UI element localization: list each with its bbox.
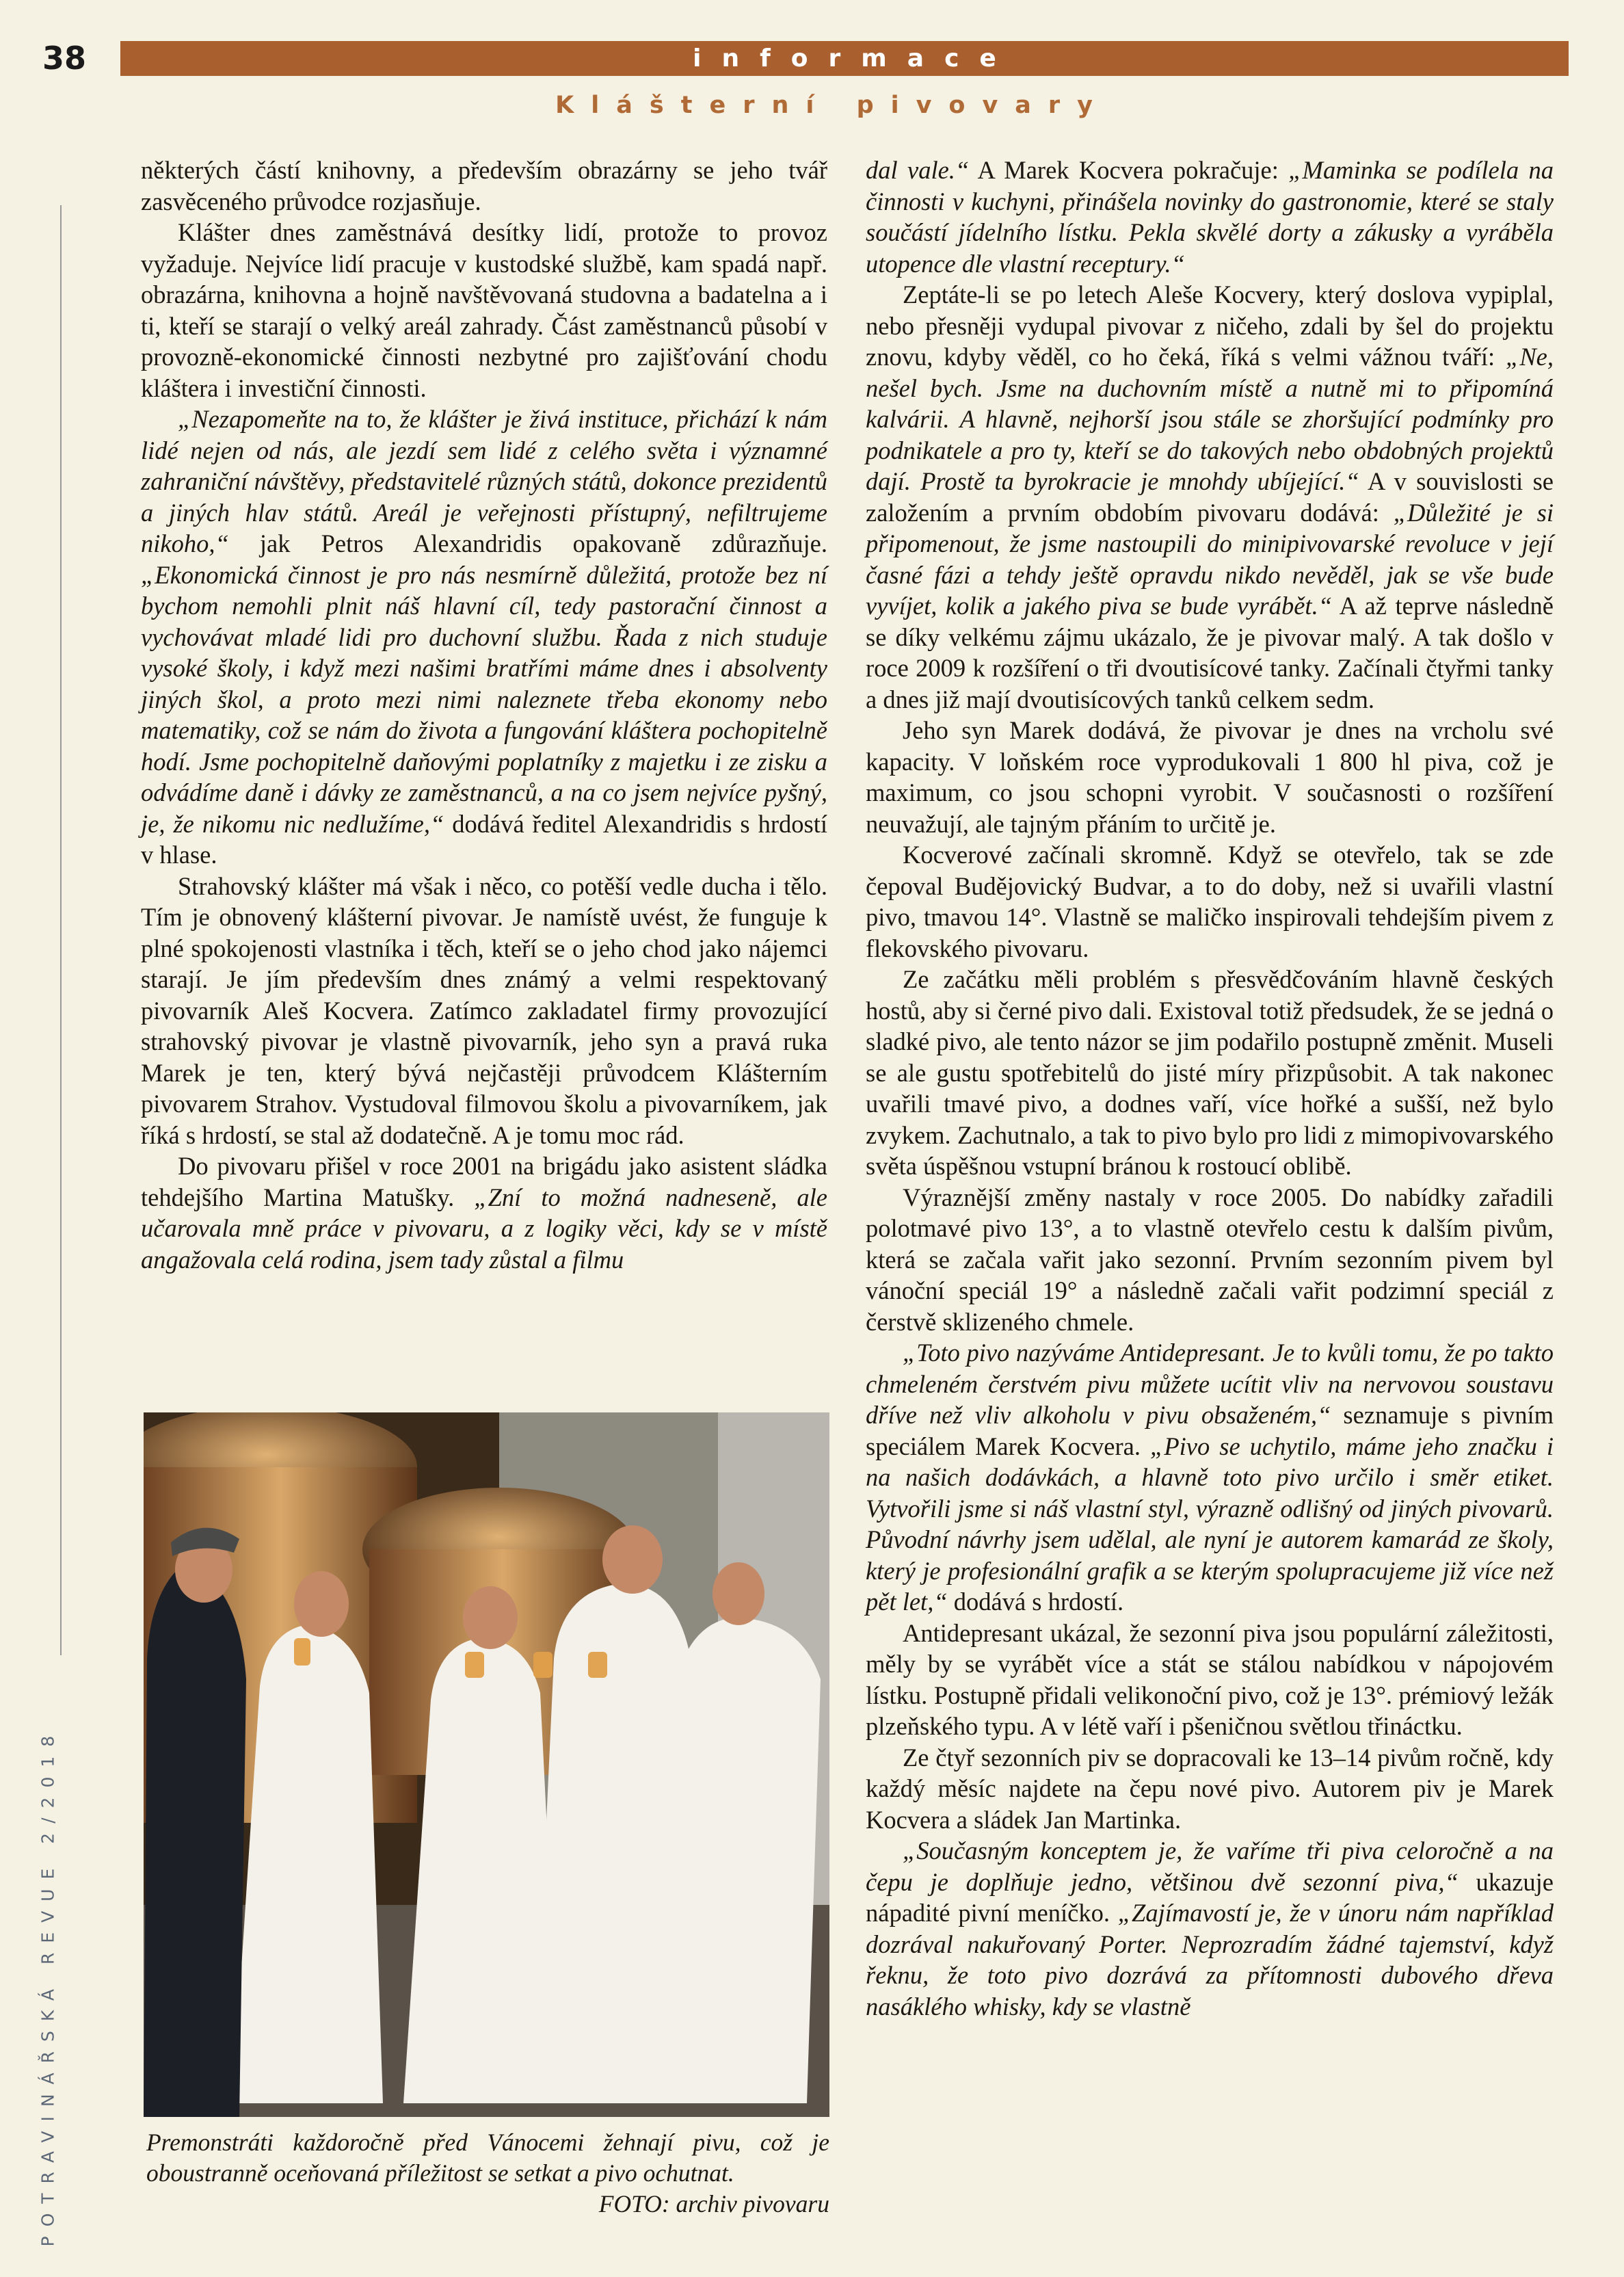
text: dodává s hrdostí. xyxy=(947,1588,1124,1616)
paragraph: Ze čtyř sezonních piv se dopracovali ke 13–14 pivům ročně, kdy každý měsíc najdete na čepu nové pivo. Autorem piv je Marek Kocvera a sládek Jan Martinka. xyxy=(866,1743,1554,1834)
paragraph xyxy=(866,1835,1554,2022)
paragraph: některých částí knihovny, a především obrazárny se jeho tvář zasvěceného průvodce rozjasňuje. xyxy=(141,156,827,215)
photo-caption xyxy=(146,2127,829,2220)
photo-credit: FOTO: archiv pivovaru xyxy=(598,2190,829,2217)
paragraph: Ze začátku měli problém s přesvědčováním hlavně českých hostů, aby si černé pivo dali. Existoval totiž předsudek, že se jedná o sladké pivo, ale tento názor se jim podařilo postupně změnit. Museli se ale gustu spotřebitelů do jisté míry přizpůsobit. A tak nakonec uvařili tmavé pivo, a dodnes vaří, více hořké a sušší, než bylo zvykem. Zachutnalo, a tak to pivo bylo pro lidi z mimopivovarského světa úspěšnou vstupní bránou k rostoucí oblibě. xyxy=(866,965,1554,1180)
text: Zeptáte-li se po letech Aleše Kocvery, který doslova vypiplal, nebo přesněji vydupal pivovar z ničeho, zdali by šel do projektu znovu, kdyby věděl, co ho čeká, říká s velmi vážnou tváří: xyxy=(866,280,1554,371)
brewery-blessing-image xyxy=(144,1412,829,2117)
text: A v souvislosti se založením a prvním obdobím pivovaru dodává: xyxy=(866,467,1554,527)
paragraph xyxy=(866,1337,1554,1618)
text: A až teprve následně se díky velkému zájmu ukázalo, že je pivovar malý. A tak došlo v roce 2009 k rozšíření o tři dvoutisícové tanky. Začínali čtyřmi tanky a dnes již mají dvoutisícových tanků celkem sedm. xyxy=(866,592,1554,713)
quote: „Zajímavostí je, že v únoru nám například dozrával nakuřovaný Porter. Neprozradím žádné tajemství, když řeknu, že toto pivo dozrává za přítomnosti dubového dřeva nasáklého whisky, kdy se vlastně xyxy=(866,1899,1554,2021)
quote: „Nezapomeňte na to, že klášter je živá instituce, přichází k nám lidé nejen od nás, ale jezdí sem lidé z celého světa i významné zahraniční návštěvy, představitelé různých států, dokonce prezidentů a jiných hlav států. Areál je veřejnosti přístupný, nefiltrujeme nikoho,“ xyxy=(141,405,827,557)
left-column xyxy=(141,155,827,1275)
text: A Marek Kocvera pokračuje: xyxy=(969,156,1289,184)
text: seznamuje s pivním speciálem Marek Kocvera. xyxy=(866,1401,1554,1460)
paragraph xyxy=(866,279,1554,715)
quote: „Ne, nešel bych. Jsme na duchovním místě a nutně mi to připomíná kalvárii. A hlavně, nejhorší jsou stále se zhoršující podmínky pro podnikatele a pro ty, kteří se do takových nebo obdobných projektů dají. Prostě ta byrokracie je mnohdy ubíjející.“ xyxy=(866,343,1554,495)
text: ukazuje nápadité pivní meníčko. xyxy=(866,1867,1554,1927)
right-column xyxy=(866,155,1554,2022)
spine xyxy=(27,1689,68,2271)
text: dodává ředitel Alexandridis s hrdostí v hlase. xyxy=(141,809,827,869)
paragraph xyxy=(141,1150,827,1275)
quote: dal vale.“ xyxy=(866,156,970,184)
paragraph xyxy=(866,155,1554,279)
paragraph: Jeho syn Marek dodává, že pivovar je dnes na vrcholu své kapacity. V loňském roce vyprodukovali 1 800 hl piva, což je maximum, co jsou schopni vyrobit. V současnosti o rozšíření neuvažují, ale tajným přáním to určitě je. xyxy=(866,716,1554,838)
paragraph: Klášter dnes zaměstnává desítky lidí, protože to provoz vyžaduje. Nejvíce lidí pracuje v kustodské službě, kam spadá např. obrazárna, knihovna a hojně navštěvovaná studovna a badatelna a i ti, kteří se starají o velký areál zahrady. Část zaměstnanců působí v provozně-ekonomické činnosti nezbytné pro zajišťování chodu kláštera i investiční činnosti. xyxy=(141,218,827,402)
quote: „Pivo se uchytilo, máme jeho značku i na našich dodávkách, a hlavně toto pivo určilo i směr etiket. Vytvořili jsme si náš vlastní styl, výrazně odlišný od jiných pivovarů. Původní návrhy jsem udělal, ale nyní je autorem kamarád ze školy, který je profesionální grafik a se kterým spolupracujeme již více než pět let,“ xyxy=(866,1432,1554,1616)
quote: „Toto pivo nazýváme Antidepresant. Je to kvůli tomu, že po takto chmeleném čerstvém pivu můžete ucítit vliv na nervovou soustavu dříve než vliv alkoholu v pivu obsaženém,“ xyxy=(866,1339,1554,1429)
quote: „Maminka se podílela na činnosti v kuchyni, přinášela novinky do gastronomie, které se staly součástí jídelního lístku. Pekla skvělé dorty a zákusky a vyráběla utopence dle vlastní receptury.“ xyxy=(866,156,1554,278)
paragraph xyxy=(141,404,827,871)
text: jak Petros Alexandridis opakovaně zdůrazňuje. xyxy=(228,529,827,557)
section-subtitle: Klášterní pivovary xyxy=(555,92,1110,119)
paragraph: Výraznější změny nastaly v roce 2005. Do nabídky zařadili polotmavé pivo 13°, a to vlastně otevřelo cestu k dalším pivům, která se začala vařit jako sezonní. Prvním sezonním pivem byl vánoční speciál 19° a následně začali vařit podzimní speciál z čerstvě sklizeného chmele. xyxy=(866,1183,1554,1336)
caption-text: Premonstráti každoročně před Vánocemi žehnají pivu, což je oboustranně oceňovaná příležitost se setkat a pivo ochutnat. xyxy=(146,2129,829,2187)
brewery-photo xyxy=(144,1412,829,2117)
quote: „Současným konceptem je, že vaříme tři piva celoročně a na čepu je doplňuje jedno, většinou dvě sezonní piva,“ xyxy=(866,1837,1554,1896)
spine-divider xyxy=(60,205,62,1655)
quote: „Ekonomická činnost je pro nás nesmírně důležitá, protože bez ní bychom nemohli plnit náš hlavní cíl, tedy pastorační činnost a vychovávat mladé lidi pro duchovní službu. Řada z nich studuje vysoké školy, i když mezi našimi bratřími máme dnes i absolventy jiných škol, a proto mezi nimi naleznete třeba ekonomy nebo matematiky, což se nám do života a fungování kláštera pochopitelně hodí. Jsme pochopitelně daňovými poplatníky z majetku i ze zisku a odvádíme daně i dávky ze zaměstnanců, a na co jsem nejvíce pyšný, je, že nikomu nic nedlužíme,“ xyxy=(141,560,827,838)
text: Do pivovaru přišel v roce 2001 na brigádu jako asistent sládka tehdejšího Martina Matušky. xyxy=(141,1152,827,1211)
quote: „Důležité je si připomenout, že jsme nastoupili do minipivovarské revoluce v její časné fázi a tehdy ještě opravdu nikdo nevěděl, jak se vše bude vyvíjet, kolik a jakého piva se bude vyrábět.“ xyxy=(866,498,1554,620)
paragraph: Strahovský klášter má však i něco, co potěší vedle ducha i tělo. Tím je obnovený klášterní pivovar. Je namístě uvést, že funguje k plné spokojenosti vlastníka i těch, kteří se o jeho chod jako nájemci starají. Je jím především dnes známý a velmi respektovaný pivovarník Aleš Kocvera. Zatímco zakladatel firmy provozující strahovský pivovar je vlastně pivovarník, jeho syn a pravá ruka Marek je ten, který bývá nejčastěji průvodcem Klášterním pivovarem Strahov. Vystudoval filmovou školu a pivovarníkem, jak říká s hrdostí, se stal až dodatečně. A je tomu moc rád. xyxy=(141,871,827,1149)
paragraph: Antidepresant ukázal, že sezonní piva jsou populární záležitosti, měly by se vyrábět více a stát se stálou nabídkou v nápojovém lístku. Postupně přidali velikonoční pivo, což je 13°. prémiový ležák plzeňského typu. A v létě vaří i pšeničnou světlou třináctku. xyxy=(866,1618,1554,1740)
spine-text: POTRAVINÁŘSKÁ REVUE 2/2018 xyxy=(38,1726,58,2247)
section-header-bar xyxy=(120,41,1569,76)
quote: „Zní to možná nadneseně, ale učarovala mně práce v pivovaru, a z logiky věci, kdy se v místě angažovala celá rodina, jsem tady zůstal a filmu xyxy=(141,1183,828,1274)
page-number: 38 xyxy=(42,40,87,77)
paragraph: Kocverové začínali skromně. Když se otevřelo, tak se zde čepoval Budějovický Budvar, a to do doby, než si uvařili vlastní pivo, tmavou 14°. Vlastně se maličko inspirovali tehdejším pivem z flekovského pivovaru. xyxy=(866,841,1554,962)
section-label: informace xyxy=(693,44,1017,73)
